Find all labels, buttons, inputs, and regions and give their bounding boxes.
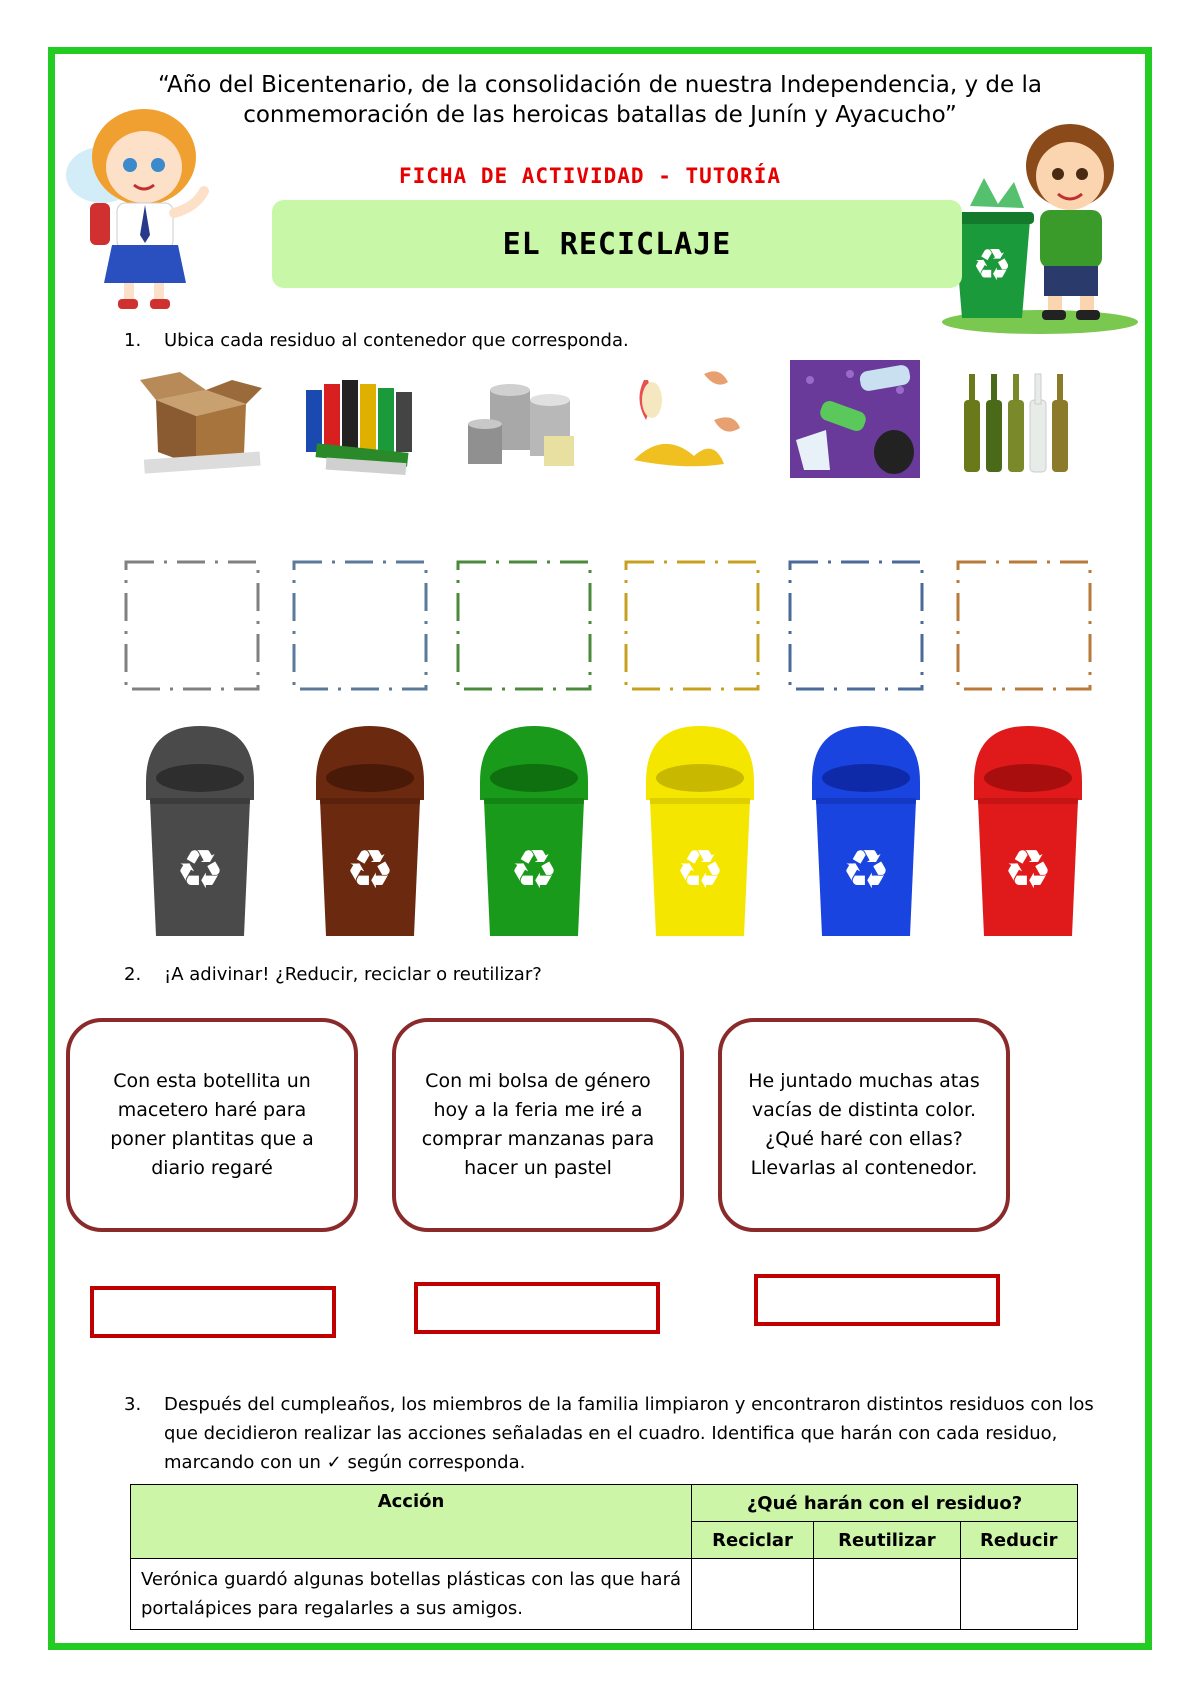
table-row (131, 1559, 1078, 1630)
svg-text:♻: ♻ (841, 838, 891, 901)
column-header-reducir: Reducir (960, 1522, 1077, 1559)
worksheet-subtitle: FICHA DE ACTIVIDAD - TUTORÍA (398, 164, 781, 188)
title-banner (272, 200, 962, 288)
page-title: EL RECICLAJE (502, 226, 732, 262)
question-3-number: 3. (124, 1394, 142, 1415)
riddle-text-2: Con mi bolsa de género hoy a la feria me iré a comprar manzanas para hacer un pastel (421, 1070, 655, 1179)
svg-text:♻: ♻ (675, 838, 725, 901)
green-bin (474, 722, 594, 942)
riddle-answer-box-2[interactable] (414, 1282, 660, 1334)
riddle-card-1 (66, 1018, 358, 1232)
action-description: Verónica guardó algunas botellas plásticas con las que hará portalápices para regalarles a sus amigos. (131, 1559, 692, 1630)
check-cell-reducir[interactable] (960, 1559, 1077, 1630)
cardboard-box-icon (136, 360, 266, 478)
gray-bin (140, 722, 260, 942)
question-2-text: ¡A adivinar! ¿Reducir, reciclar o reutilizar? (164, 964, 542, 985)
column-header-reutilizar: Reutilizar (814, 1522, 960, 1559)
brown-bin (310, 722, 430, 942)
plastic-waste-icon (790, 360, 920, 478)
organic-waste-icon (624, 360, 754, 478)
riddle-card-3 (718, 1018, 1010, 1232)
riddle-answer-box-1[interactable] (90, 1286, 336, 1338)
check-cell-reutilizar[interactable] (814, 1559, 960, 1630)
riddle-text-1: Con esta botellita un macetero haré para poner plantitas que a diario regaré (110, 1070, 314, 1179)
question-2-number: 2. (124, 964, 142, 985)
actions-table (130, 1484, 1078, 1630)
question-1 (124, 330, 629, 351)
blue-bin (806, 722, 926, 942)
official-year-quote: “Año del Bicentenario, de la consolidación de nuestra Independencia, y de la conmemoración de las heroicas batallas de Junín y Ayacucho” (158, 72, 1042, 128)
svg-text:♻: ♻ (972, 240, 1012, 291)
question-2 (124, 964, 542, 985)
svg-text:♻: ♻ (1003, 838, 1053, 901)
glass-bottles-icon (956, 360, 1086, 478)
drop-zone-gray[interactable] (122, 558, 262, 693)
yellow-bin (640, 722, 760, 942)
metal-cans-icon (460, 360, 590, 478)
column-header-action: Acción (131, 1485, 692, 1559)
question-3-text: Después del cumpleaños, los miembros de la familia limpiaron y encontraron distintos residuos con los que decidieron realizar las acciones señaladas en el cuadro. Identifica que harán con cada residuo, marcando con un ✓ según corresponda. (164, 1394, 1094, 1473)
check-cell-reciclar[interactable] (692, 1559, 814, 1630)
svg-text:♻: ♻ (345, 838, 395, 901)
question-1-number: 1. (124, 330, 142, 351)
drop-zone-yellow[interactable] (622, 558, 762, 693)
riddle-text-3: He juntado muchas atas vacías de distinta color. ¿Qué haré con ellas? Llevarlas al contenedor. (748, 1070, 980, 1179)
drop-zone-green[interactable] (454, 558, 594, 693)
drop-zone-blue[interactable] (786, 558, 926, 693)
svg-text:♻: ♻ (509, 838, 559, 901)
riddle-card-2 (392, 1018, 684, 1232)
svg-text:♻: ♻ (175, 838, 225, 901)
riddle-answer-box-3[interactable] (754, 1274, 1000, 1326)
red-bin (968, 722, 1088, 942)
drop-zone-brown[interactable] (290, 558, 430, 693)
column-header-reciclar: Reciclar (692, 1522, 814, 1559)
boy-with-recycle-bin-illustration (940, 108, 1150, 338)
question-3 (124, 1390, 1104, 1477)
question-1-text: Ubica cada residuo al contenedor que corresponda. (164, 330, 629, 351)
drop-zone-red[interactable] (954, 558, 1094, 693)
batteries-icon (296, 360, 426, 478)
column-group-header: ¿Qué harán con el residuo? (692, 1485, 1078, 1522)
